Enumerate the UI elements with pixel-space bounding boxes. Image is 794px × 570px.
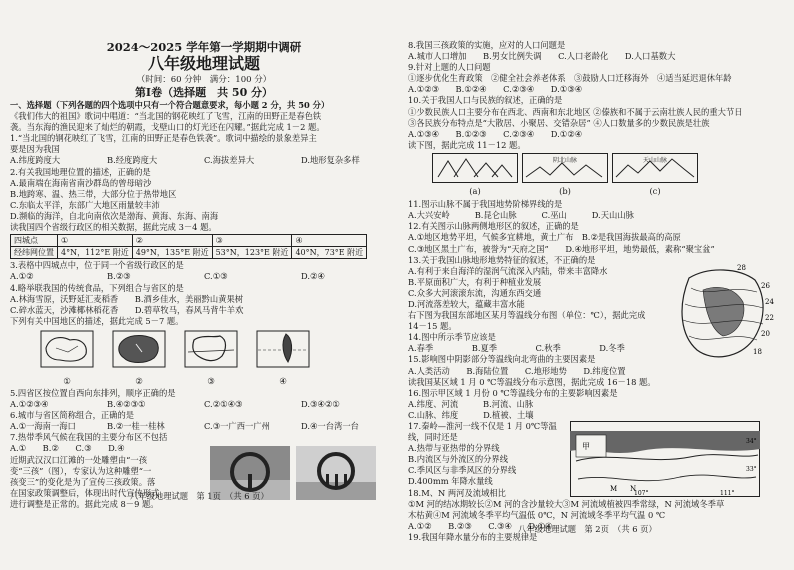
option: C.②①④③ [204, 399, 243, 410]
panel-label: (a) [469, 186, 481, 197]
mountain-panel [612, 153, 698, 197]
text-line: 5.四省区按位置自西向东排列，顺序正确的是 [10, 387, 176, 398]
text-line: 《我们伟大的祖国》歌词中唱道：“当北国的钢花映红了飞雪，江南的田野正是春色铁 [10, 111, 322, 122]
isotherm-label: 18 [753, 347, 762, 356]
q1-options [10, 155, 398, 166]
text-line: C.季风区与非季风区的分界线 [408, 465, 517, 476]
text-line: 15.影响图中阴影部分等温线向北弯曲的主要因素是 [408, 354, 596, 365]
text-line: ①少数民族人口主要分布在西北、西南和东北地区 ②傣族和不属于云南壮族人民的重大节日 [408, 106, 743, 117]
province-map-shape [112, 330, 166, 376]
option: C.①③ [204, 271, 228, 282]
map-label: ① [63, 375, 71, 386]
table-cell: ③ [212, 235, 292, 247]
table-cell: ① [58, 235, 133, 247]
text-line: 线，同时还是 [408, 432, 458, 443]
page-footer: 八年级地理试题 第 2页 （共 6 页） [518, 523, 657, 534]
text-line: A.纬度、河流 B.河流、山脉 [408, 398, 534, 409]
text-line: 9.针对上题的人口问题 [408, 62, 491, 73]
panel-sublabel: 阴北山脉 [552, 157, 577, 165]
option: D.④一台湾一台 [301, 421, 359, 432]
sculpture-photo-three-children [296, 446, 376, 500]
text-line: B.地跨寒、温、热三带，大部分位于热带地区 [10, 188, 177, 199]
text-line: C.③地区黑土广布，被誉为“天府之国” D.④地形平坦，地势最低，素称“聚宝盆” [408, 243, 715, 254]
text-line: 读下图，据此完成 11－12 题。 [408, 139, 526, 150]
text-line: D.河流落差较大，蕴藏丰富水能 [408, 298, 525, 309]
text-line: A.最南端在海南省南沙群岛的曾母暗沙 [10, 177, 152, 188]
table-cell: ② [132, 235, 212, 247]
text-line: 一、选择题（下列各题的四个选项中只有一个符合题意要求，每小题 2 分，共 50 分） [10, 100, 330, 110]
q5-options [10, 399, 398, 410]
map-label: ③ [207, 375, 215, 386]
option: D.地形复杂多样 [301, 155, 360, 166]
option: A.①② [10, 271, 34, 282]
isotherm-map [669, 258, 779, 368]
text-line: B.内流区与外流区的分界线 [408, 454, 509, 465]
province-map [184, 330, 238, 387]
text-line: 6.城市与省区简称组合，正确的是 [10, 410, 135, 421]
page-footer: 八年级地理试题 第 1页 （共 6 页） [130, 490, 269, 501]
option: B.②一桂一桂林 [107, 421, 165, 432]
text-line: 13.关于我国山脉地形地势特征的叙述，不正确的是 [408, 254, 596, 265]
text-line: 4.略举联我国的传统食品，下列组合与省区的是 [10, 282, 184, 293]
panel-label: (b) [559, 186, 571, 197]
isotherm-label: 24 [765, 297, 774, 306]
province-map [40, 330, 94, 387]
text-line: 在国家政策调整后，体现出时代宣传形式 [10, 487, 160, 498]
province-map [112, 330, 166, 387]
text-line: C.东临太平洋，东部广大地区雨量较丰沛 [10, 199, 160, 210]
option: B.④②③① [107, 399, 146, 410]
text-line: A.①地区地势平坦，气候多宜耕地，黄土广布 B.②是我国海拔最高的高原 [408, 232, 681, 243]
panel-sublabel: 天山山脉 [642, 157, 667, 165]
river-label: M [610, 485, 618, 493]
longitude-label: 107° [634, 490, 649, 497]
text-line: 木枯黄④M 河流域冬季平均气温低 0℃，N 河流域冬季平均气温 0 ℃ [408, 509, 666, 520]
q6-options [10, 421, 398, 432]
text-line: D.濒临的海洋，自北向南依次是渤海、黄海、东海、南海 [10, 210, 219, 221]
option: A.春季 [408, 343, 434, 354]
text-line: 8.我国三孩政策的实施，应对的人口问题是 [408, 40, 566, 50]
text-line: 近期武汉汉口江滩的一处雕塑由“一孩 [10, 454, 147, 465]
text-line: A.①② B.②③ C.③④ D.①④ [408, 520, 553, 531]
text-line: 2.有关我国地理位置的描述，正确的是 [10, 166, 151, 177]
text-line: 14.图中所示季节应该是 [408, 332, 496, 343]
table-cell: ④ [292, 235, 367, 247]
latitude-label: 34° [746, 438, 757, 445]
text-line: 3.表格中四城点中，位于同一个省级行政区的是 [10, 260, 184, 271]
qinling-huaihe-map [570, 421, 760, 497]
map-label: ② [135, 375, 143, 386]
text-line: 19.我国年降水量分布的主要规律是 [408, 531, 538, 542]
mountain-panel [522, 153, 608, 197]
option: B.②③ [107, 271, 131, 282]
text-line: 读我国四个省级行政区的相关数据，据此完成 3－4 题。 [10, 222, 217, 233]
text-line: D.400mm 年降水量线 [408, 476, 493, 487]
region-label: 甲 [582, 442, 590, 451]
isotherm-text [408, 266, 663, 421]
text-line: 11.图示山脉不属于我国地势阶梯界线的是 [408, 199, 563, 210]
isotherm-label: 28 [737, 263, 746, 272]
text-line: A.① B.② C.③ D.④ [10, 443, 125, 454]
mountain-panel-sketch [432, 153, 518, 183]
option: D.②④ [301, 271, 325, 282]
table-cell: 经纬网位置 [11, 247, 58, 259]
province-map-shape [40, 330, 94, 376]
text-line: A.林海雪原，沃野延汇麦稻香 B.酒乡佳水，美丽黔山黄果树 [10, 293, 244, 304]
text-line: ③各民族分布特点是“大散居、小聚居、交错杂居” ④人口数量多的少数民族是壮族 [408, 117, 710, 128]
text-line: 右下图为我国东部地区某月等温线分布图（单位：℃），据此完成 [408, 310, 646, 321]
province-map-shape [256, 330, 310, 376]
province-map [256, 330, 310, 387]
option: C.秋季 [535, 343, 561, 354]
option: D.③④②① [301, 399, 340, 410]
table-cell: 49°N，135°E 附近 [132, 247, 212, 259]
panel-label: (c) [649, 186, 661, 197]
province-maps [40, 330, 398, 387]
text-line: 孩变三”的变化是为了宣传三孩政策。落 [10, 476, 156, 487]
text-line: 10.关于我国人口与民族的叙述，正确的是 [408, 95, 563, 106]
province-map-shape [184, 330, 238, 376]
table-cell: 53°N，123°E 附近 [212, 247, 292, 259]
part-title: 第Ⅰ卷（选择题 共 50 分） [134, 86, 274, 99]
text-line: 14－15 题。 [408, 321, 457, 332]
page-1 [10, 0, 398, 510]
option: C.③一广西一广州 [204, 421, 270, 432]
longitude-label: 111° [720, 490, 735, 497]
text-line: A.人类活动 B.海陆位置 C.地形地势 D.纬度位置 [408, 365, 626, 376]
option: A.①一海南一海口 [10, 421, 76, 432]
table-cell: 4°N，112°E 附近 [58, 247, 133, 259]
text-line: 16.图示甲区域 1 月份 0 ℃等温线分布的主要影响因素是 [408, 387, 618, 398]
isotherm-label: 26 [761, 281, 770, 290]
text-line: 12.有关图示山脉两侧地形区的叙述，正确的是 [408, 221, 579, 232]
text-line: C.众多大河滚滚东流，沟通东西交通 [408, 287, 542, 298]
text-line: 下列有关中国地区的描述，据此完成 5－7 题。 [10, 315, 184, 326]
table-cell: 40°N，73°E 附近 [292, 247, 367, 259]
qinling-block [408, 421, 784, 499]
isotherm-block [408, 263, 784, 421]
coordinates-table [10, 234, 367, 259]
option: D.冬季 [599, 343, 625, 354]
text-line: A.①③④ B.①②③ C.②③④ D.①②④ [408, 128, 583, 139]
exam-subtitle: 八年级地理试题 [147, 54, 260, 73]
qinling-text [408, 421, 568, 499]
text-line: A.有利于来自海洋的湿润气流深入内陆，带来丰富降水 [408, 265, 608, 276]
option: C.海拔差异大 [204, 155, 255, 166]
text-line: 进行调整是正常的。据此完成 8－9 题。 [10, 498, 159, 509]
option: B.经度跨度大 [107, 155, 158, 166]
text-line: ①M 河的结冰期较长②M 河的含沙量较大③M 河流域植被四季常绿，N 河流域冬季草 [408, 498, 725, 509]
mountain-panel [432, 153, 518, 197]
map-label: ④ [279, 375, 287, 386]
text-line: C.山脉、纬度 D.植被、土壤 [408, 409, 534, 420]
text-line: 18.M、N 两河及流域相比 [408, 487, 506, 498]
q3-options [10, 271, 398, 282]
text-line: 1.“当北国的钢花映红了飞雪，江南的田野正是春色铁袭”。歌词中描绘的景象差异主 [10, 133, 317, 144]
river-label: N [630, 485, 637, 493]
text-line: A.①②③ B.①②④ C.②③④ D.①③④ [408, 84, 583, 95]
text-line: 17.秦岭—淮河一线不仅是 1 月 0℃等温 [408, 421, 557, 431]
latitude-label: 33° [746, 466, 757, 473]
text-line: 7.热带季风气候在我国的主要分布区不包括 [10, 432, 168, 443]
text-line: A.热带与亚热带的分界线 [408, 443, 500, 454]
text-line: A.大兴安岭 B.昆仑山脉 C.巫山 D.天山山脉 [408, 210, 634, 221]
table-cell: 四城点 [11, 235, 58, 247]
q14-options [408, 343, 663, 354]
option: A.纬度跨度大 [10, 155, 61, 166]
option: B.夏季 [471, 343, 498, 354]
exam-title: 2024～2025 学年第一学期期中调研 [106, 40, 302, 54]
text-line: B.平原面积广大，有利于种植业发展 [408, 276, 542, 287]
option: A.①②③④ [10, 399, 49, 410]
text-line: 要是因为我国 [10, 144, 60, 155]
exam-timing: （时间：60 分钟 满分：100 分） [136, 75, 272, 85]
text-line: ①逐步优化生育政策 ②健全社会养老体系 ③鼓励人口迁移海外 ④适当延迟退休年龄 [408, 73, 732, 84]
text-line: 读我国某区域 1 月 0 ℃等温线分布示意图，据此完成 16－18 题。 [408, 376, 656, 387]
isotherm-label: 22 [765, 313, 774, 322]
isotherm-label: 20 [761, 329, 770, 338]
text-line: A.城市人口增加 B.男女比例失调 C.人口老龄化 D.人口基数大 [408, 51, 676, 62]
text-line: C.碎水蓝天，沙滩椰林稻花香 D.碧草牧马，春风马背牛羊欢 [10, 304, 244, 315]
text-line: 变“三孩”（图），专家认为这种雕塑“一 [10, 465, 152, 476]
page-2 [408, 0, 784, 543]
mountain-panels [432, 153, 784, 197]
text-line: 袭。当东海的渔民迎来了灿烂的朝霞，戈壁山口的灯光还在闪耀。”据此完成 1－2 题。 [10, 122, 325, 133]
